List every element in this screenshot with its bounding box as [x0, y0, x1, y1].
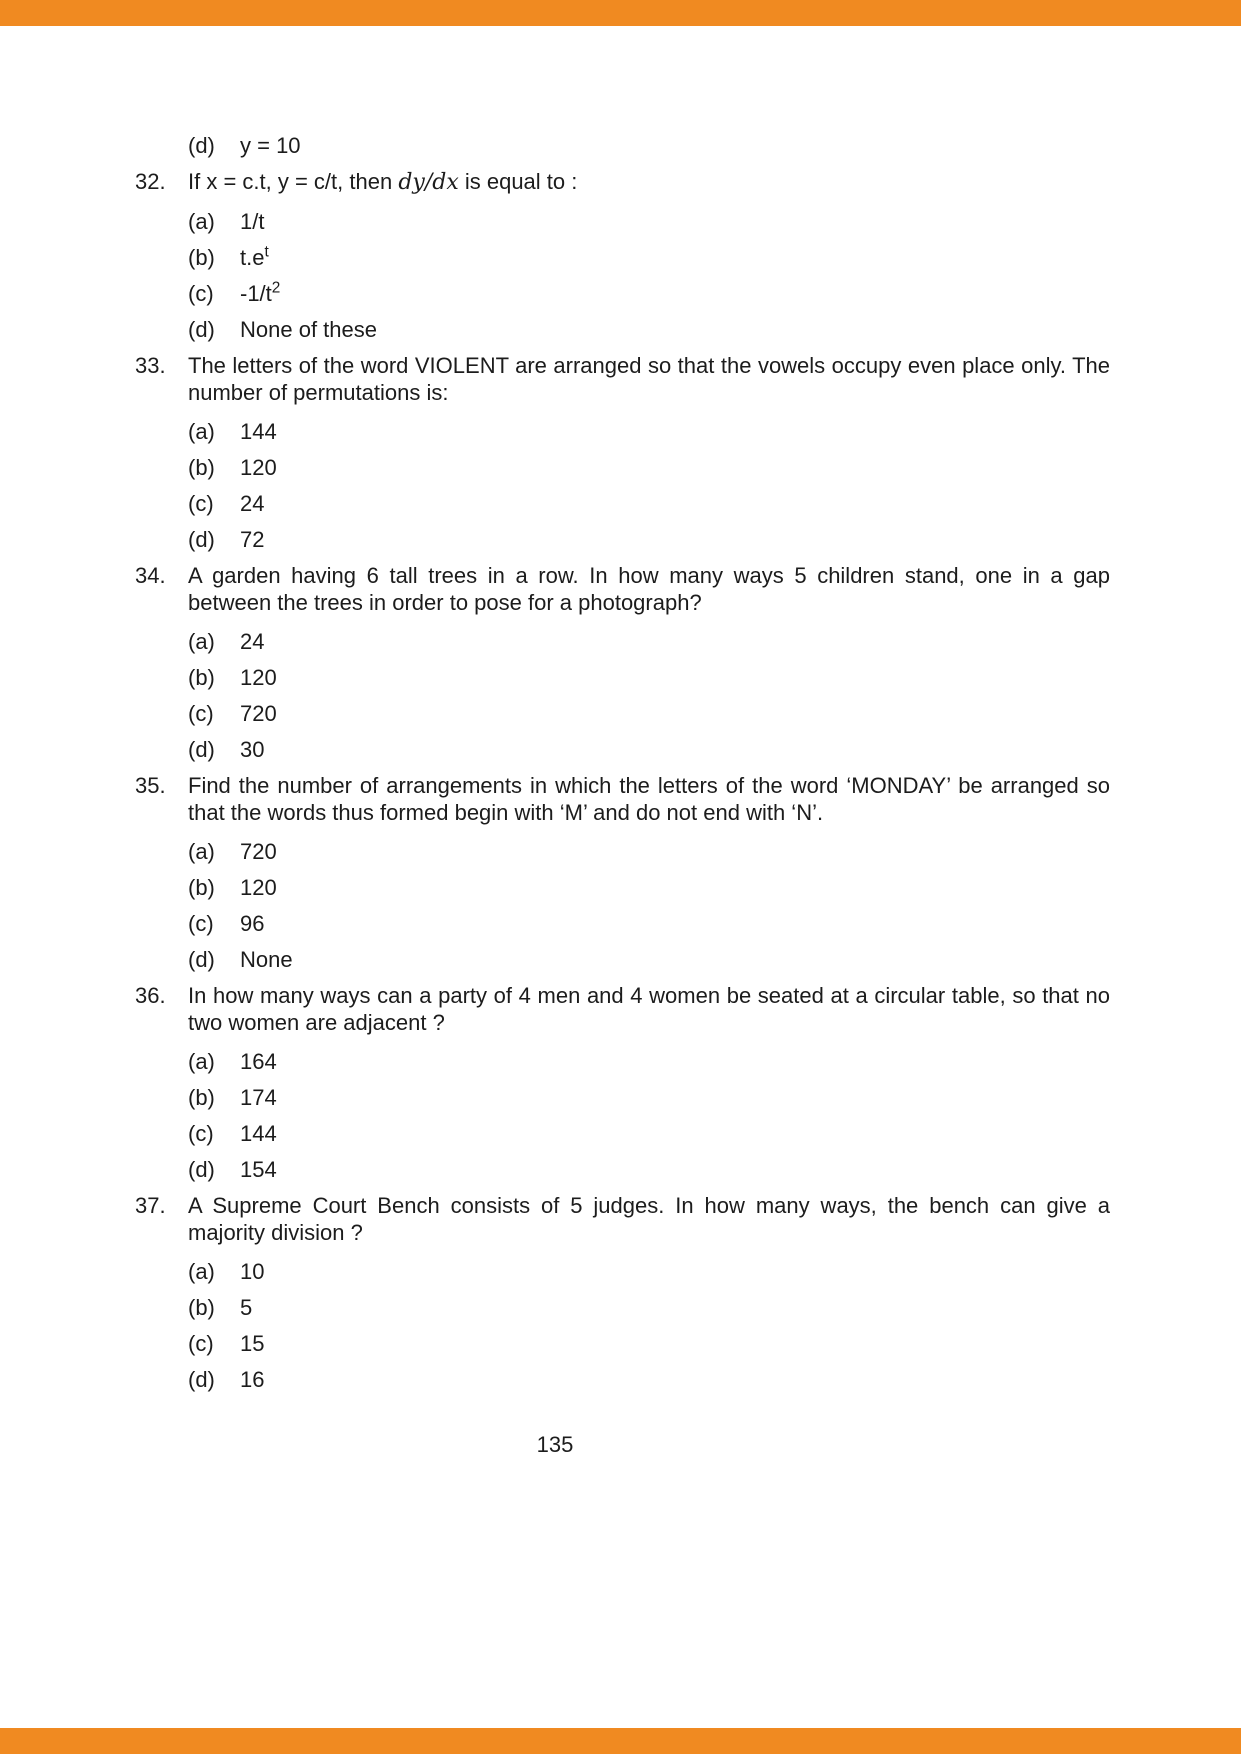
option-text: 24	[240, 491, 265, 516]
option-row	[188, 418, 1110, 445]
option-text: 120	[240, 875, 277, 900]
option-row	[188, 736, 1110, 763]
question-text-row	[135, 352, 1110, 406]
option-row	[188, 1156, 1110, 1183]
option-label: (b)	[188, 1295, 215, 1320]
page-number: 135	[536, 1432, 574, 1457]
option-text: 720	[240, 701, 277, 726]
options-list	[188, 628, 1110, 763]
superscript: 2	[271, 279, 281, 297]
option-text: 5	[240, 1295, 253, 1320]
option-text: 1/t	[240, 209, 265, 234]
option-row	[188, 838, 1110, 865]
question-text: A garden having 6 tall trees in a row. In how many ways 5 children stand, one in a gap between the trees in order to pose for a photograph?	[188, 563, 1110, 615]
option-label: (c)	[188, 491, 214, 516]
option-row	[188, 1120, 1110, 1147]
option-row	[188, 628, 1110, 655]
question-number: 36.	[135, 983, 166, 1008]
question-number: 35.	[135, 773, 166, 798]
question-number: 37.	[135, 1193, 166, 1218]
option-label: (a)	[188, 209, 215, 234]
option-row	[188, 208, 1110, 235]
option-label: (c)	[188, 281, 214, 306]
option-text: 16	[240, 1367, 265, 1392]
options-list	[188, 838, 1110, 973]
option-text	[240, 244, 1110, 271]
option-label: (d)	[188, 527, 215, 552]
option-text-base: t.e	[240, 245, 265, 270]
options-list	[188, 1048, 1110, 1183]
question-text-row	[135, 168, 1110, 196]
option-label: (c)	[188, 1121, 214, 1146]
option-label: (d)	[188, 1157, 215, 1182]
option-row	[188, 1330, 1110, 1357]
question-text-part: If x = c.t, y = c/t, then	[188, 169, 399, 194]
question-text-row	[135, 772, 1110, 826]
option-label: (a)	[188, 839, 215, 864]
option-label: (b)	[188, 1085, 215, 1110]
question-text-row	[135, 982, 1110, 1036]
option-label: (b)	[188, 455, 215, 480]
option-row	[188, 454, 1110, 481]
option-text: 720	[240, 839, 277, 864]
option-text: 120	[240, 455, 277, 480]
option-label: (b)	[188, 245, 215, 270]
question-34	[135, 562, 1110, 763]
option-label: (c)	[188, 911, 214, 936]
math-expression: dy/dx	[398, 170, 459, 195]
option-row	[188, 1048, 1110, 1075]
question-number: 34.	[135, 563, 166, 588]
question-text	[188, 168, 1110, 196]
question-37	[135, 1192, 1110, 1393]
option-row	[188, 910, 1110, 937]
option-text: 10	[240, 1259, 265, 1284]
superscript: t	[264, 243, 269, 261]
option-text: 144	[240, 419, 277, 444]
option-row	[188, 1084, 1110, 1111]
option-text: 174	[240, 1085, 277, 1110]
option-row	[188, 1366, 1110, 1393]
top-border-bar	[0, 0, 1241, 26]
leading-option-row	[188, 132, 1110, 159]
question-number: 33.	[135, 353, 166, 378]
option-text: y = 10	[240, 133, 301, 158]
option-label: (a)	[188, 629, 215, 654]
question-text: A Supreme Court Bench consists of 5 judges. In how many ways, the bench can give a majority division ?	[188, 1193, 1110, 1245]
option-text: 72	[240, 527, 265, 552]
option-row	[188, 1258, 1110, 1285]
option-label: (a)	[188, 419, 215, 444]
option-label: (b)	[188, 665, 215, 690]
bottom-border-bar	[0, 1728, 1241, 1754]
option-row	[188, 874, 1110, 901]
option-text: 164	[240, 1049, 277, 1074]
question-text: The letters of the word VIOLENT are arranged so that the vowels occupy even place only. The number of permutations is:	[188, 353, 1110, 405]
option-text: 15	[240, 1331, 265, 1356]
option-text: None of these	[240, 317, 377, 342]
option-row	[188, 526, 1110, 553]
question-text-row	[135, 562, 1110, 616]
question-number: 32.	[135, 169, 166, 194]
page-content	[135, 132, 1110, 1402]
option-row	[188, 700, 1110, 727]
option-label: (a)	[188, 1049, 215, 1074]
option-row	[188, 316, 1110, 343]
option-label: (d)	[188, 1367, 215, 1392]
option-label: (a)	[188, 1259, 215, 1284]
question-text-part: is equal to :	[458, 169, 578, 194]
question-36	[135, 982, 1110, 1183]
option-text-base: -1/t	[240, 281, 272, 306]
option-text: 30	[240, 737, 265, 762]
option-label: (c)	[188, 701, 214, 726]
option-text: 24	[240, 629, 265, 654]
question-33	[135, 352, 1110, 553]
option-text	[240, 280, 1110, 307]
option-label: (c)	[188, 1331, 214, 1356]
option-text: None	[240, 947, 293, 972]
option-row	[188, 490, 1110, 517]
option-row	[188, 280, 1110, 307]
option-text: 154	[240, 1157, 277, 1182]
option-row	[188, 946, 1110, 973]
question-text-row	[135, 1192, 1110, 1246]
option-row	[188, 1294, 1110, 1321]
option-row	[188, 664, 1110, 691]
option-label: (b)	[188, 875, 215, 900]
option-label: (d)	[188, 317, 215, 342]
question-32	[135, 168, 1110, 343]
option-text: 144	[240, 1121, 277, 1146]
option-label: (d)	[188, 133, 215, 158]
options-list	[188, 1258, 1110, 1393]
question-35	[135, 772, 1110, 973]
question-text: In how many ways can a party of 4 men and 4 women be seated at a circular table, so that no two women are adjacent ?	[188, 983, 1110, 1035]
option-text: 120	[240, 665, 277, 690]
option-row	[188, 244, 1110, 271]
question-text: Find the number of arrangements in which the letters of the word ‘MONDAY’ be arranged so that the words thus formed begin with ‘M’ and do not end with ‘N’.	[188, 773, 1110, 825]
options-list	[188, 418, 1110, 553]
option-label: (d)	[188, 737, 215, 762]
options-list	[188, 208, 1110, 343]
option-text: 96	[240, 911, 265, 936]
option-label: (d)	[188, 947, 215, 972]
